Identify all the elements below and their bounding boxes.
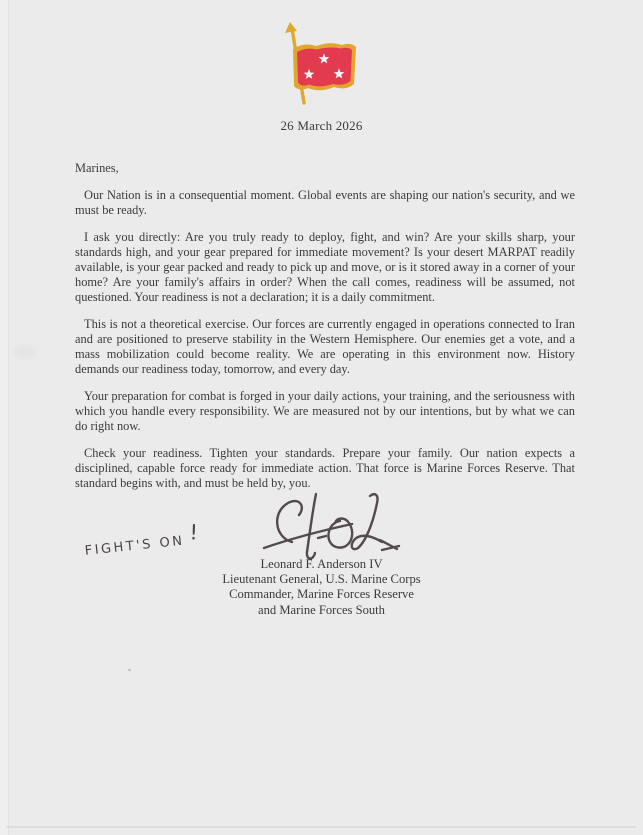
signer-title-2: and Marine Forces South <box>258 602 385 617</box>
scan-artifact <box>128 669 132 672</box>
handwritten-exclamation: ! <box>189 520 199 545</box>
handwritten-note-text: FIGHT'S ON <box>84 533 186 559</box>
signer-rank: Lieutenant General, U.S. Marine Corps <box>222 572 421 587</box>
letter-paragraph: Our Nation is in a consequential moment. Global events are shaping our nation's security, and we must be ready. <box>75 188 575 217</box>
signature-block <box>0 557 643 618</box>
signer-title-1: Commander, Marine Forces Reserve <box>229 587 414 602</box>
scan-artifact <box>12 345 38 359</box>
paper-bottom-edge <box>6 826 636 828</box>
three-star-flag-icon <box>276 22 368 108</box>
letter-body <box>75 161 575 503</box>
letter-paragraph: This is not a theoretical exercise. Our forces are currently engaged in operations connected to Iran and are positioned to preserve stability in the Western Hemisphere. Our enemies get a vote, and a mass mobilization could become reality. We are operating in this environment now. History demands our readiness today, tomorrow, and every day. <box>75 317 575 376</box>
signer-name: Leonard F. Anderson IV <box>260 557 383 571</box>
salutation: Marines, <box>75 161 119 175</box>
letter-paragraph: I ask you directly: Are you truly ready to deploy, fight, and win? Are your skills sharp, your standards high, and your gear prepared for immediate movement? Is your desert MARPAT readily available, is your gear packed and ready to pick up and move, or is it stored away in a corner of your home? Are your family's affairs in order? When the call comes, readiness will be assumed, not questioned. Your readiness is not a declaration; it is a daily commitment. <box>75 230 575 304</box>
letter-paragraph: Your preparation for combat is forged in your daily actions, your training, and the seriousness with which you handle every responsibility. We are measured not by our intentions, but by what we can do right now. <box>75 389 575 433</box>
letter-paragraph: Check your readiness. Tighten your standards. Prepare your family. Our nation expects a disciplined, capable force ready for immediate action. That force is Marine Forces Reserve. That standard begins with, and must be held by, you. <box>75 446 575 490</box>
handwritten-note <box>83 520 200 559</box>
letter-date: 26 March 2026 <box>280 118 363 133</box>
